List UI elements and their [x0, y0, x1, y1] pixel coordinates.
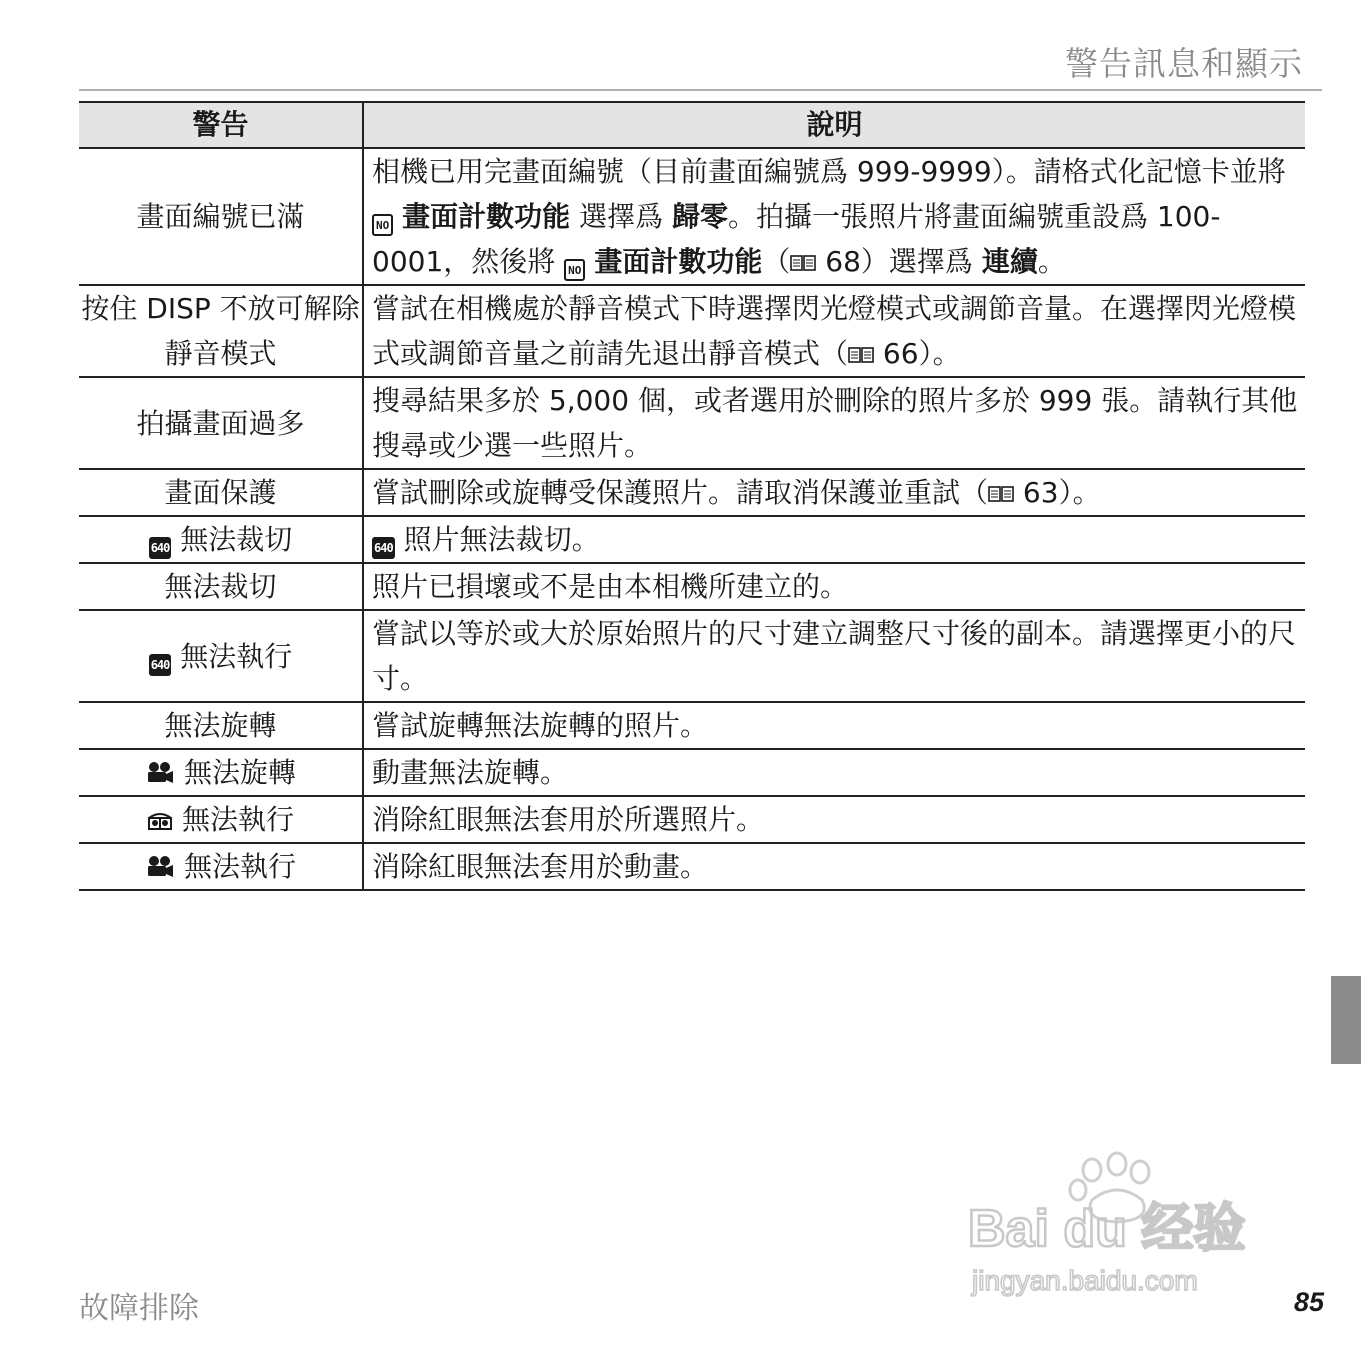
book-reference-icon	[988, 485, 1014, 503]
warning-cell	[79, 843, 363, 890]
section-thumb-tab	[1331, 976, 1361, 1064]
menu-option-frame-no: 畫面計數功能	[594, 245, 763, 278]
table-row	[79, 377, 1305, 469]
menu-option-frame-no: 畫面計數功能	[402, 200, 571, 233]
warning-text: 無法旋轉	[164, 709, 277, 742]
warning-text: 無法旋轉	[175, 756, 296, 789]
description-cell	[363, 610, 1305, 702]
warning-text: 無法裁切	[171, 523, 293, 556]
description-text: 照片已損壞或不是由本相機所建立的。	[372, 570, 849, 603]
warning-cell	[79, 148, 363, 285]
table-row	[79, 516, 1305, 563]
baidu-watermark	[962, 1150, 1282, 1310]
description-cell	[363, 749, 1305, 796]
description-cell	[363, 148, 1305, 285]
frame-number-icon: NO	[372, 214, 393, 236]
description-text: 消除紅眼無法套用於所選照片。	[372, 803, 765, 836]
description-text: （	[762, 245, 791, 278]
red-eye-removal-icon	[147, 809, 173, 831]
description-text: ）。	[1058, 476, 1101, 509]
description-cell	[363, 796, 1305, 843]
description-cell	[363, 843, 1305, 890]
warning-text: 畫面保護	[164, 476, 277, 509]
frame-number-icon: NO	[564, 259, 585, 281]
option-renew: 歸零	[671, 200, 728, 233]
book-reference-icon	[848, 346, 874, 364]
table-row	[79, 749, 1305, 796]
watermark-url: jingyan.baidu.com	[972, 1265, 1198, 1296]
warning-cell	[79, 702, 363, 749]
description-cell	[363, 702, 1305, 749]
table-row	[79, 148, 1305, 285]
description-text: 嘗試以等於或大於原始照片的尺寸建立調整尺寸後的副本。請選擇更小的尺寸。	[372, 617, 1297, 695]
description-text: 。	[1037, 245, 1066, 278]
warning-table	[79, 101, 1305, 891]
movie-icon	[145, 855, 175, 879]
warning-text: 拍攝畫面過多	[136, 406, 305, 440]
description-cell	[363, 285, 1305, 377]
warning-text: 無法執行	[171, 639, 293, 673]
description-text: 選擇爲	[570, 200, 672, 233]
warning-text: 無法執行	[175, 850, 296, 883]
description-text: 嘗試在相機處於靜音模式下時選擇閃光燈模式或調節音量。在選擇閃光燈模式或調節音量之前請先退出靜音模式（	[372, 292, 1297, 370]
warning-cell	[79, 516, 363, 563]
description-text: 照片無法裁切。	[394, 523, 600, 556]
warning-cell	[79, 610, 363, 702]
page-reference: 63	[1022, 476, 1059, 509]
watermark-brand: Bai du 经验	[968, 1200, 1246, 1258]
warning-cell	[79, 563, 363, 610]
warning-text: 無法執行	[173, 803, 294, 836]
table-row	[79, 702, 1305, 749]
page-header-title: 警告訊息和顯示	[1065, 44, 1303, 83]
warning-cell	[79, 749, 363, 796]
footer-section-title: 故障排除	[79, 1291, 199, 1326]
description-cell	[363, 563, 1305, 610]
movie-icon	[145, 761, 175, 785]
size-640-icon: 640	[372, 537, 395, 559]
warning-cell	[79, 796, 363, 843]
description-text: 搜尋結果多於 5,000 個，或者選用於刪除的照片多於 999 張。請執行其他搜尋或少選一些照片。	[372, 384, 1298, 462]
description-text: ）選擇爲	[860, 245, 982, 278]
page-reference: 66	[882, 337, 919, 370]
description-text: 嘗試旋轉無法旋轉的照片。	[372, 709, 709, 742]
description-cell	[363, 377, 1305, 469]
book-reference-icon	[790, 254, 816, 272]
warning-cell	[79, 285, 363, 377]
description-cell	[363, 516, 1305, 563]
warning-text: 按住 DISP 不放可解除靜音模式	[81, 292, 360, 370]
warning-text: 畫面編號已滿	[136, 200, 305, 233]
table-row	[79, 469, 1305, 516]
column-header-warning: 警告	[79, 102, 363, 148]
size-640-icon: 640	[149, 654, 172, 676]
description-text: 動畫無法旋轉。	[372, 756, 569, 789]
size-640-icon: 640	[149, 537, 172, 559]
header-divider	[79, 89, 1322, 91]
column-header-description: 說明	[363, 102, 1305, 148]
table-row	[79, 796, 1305, 843]
page-number: 85	[1293, 1287, 1324, 1317]
description-text: 嘗試刪除或旋轉受保護照片。請取消保護並重試（	[372, 476, 989, 509]
table-header-row	[79, 102, 1305, 148]
option-continuous: 連續	[981, 245, 1038, 278]
warning-cell	[79, 377, 363, 469]
description-text: 。拍攝一張照片將畫面編號重設爲 100-0001，然後將	[372, 200, 1221, 278]
description-text: 相機已用完畫面編號（目前畫面編號爲 999-9999）。請格式化記憶卡並將	[372, 155, 1286, 188]
table-row	[79, 563, 1305, 610]
table-row	[79, 285, 1305, 377]
description-text: ）。	[918, 337, 961, 370]
table-row	[79, 610, 1305, 702]
warning-cell	[79, 469, 363, 516]
page-reference: 68	[825, 245, 861, 278]
description-text: 消除紅眼無法套用於動畫。	[372, 850, 709, 883]
warning-text: 無法裁切	[164, 570, 277, 603]
table-row	[79, 843, 1305, 890]
description-cell	[363, 469, 1305, 516]
